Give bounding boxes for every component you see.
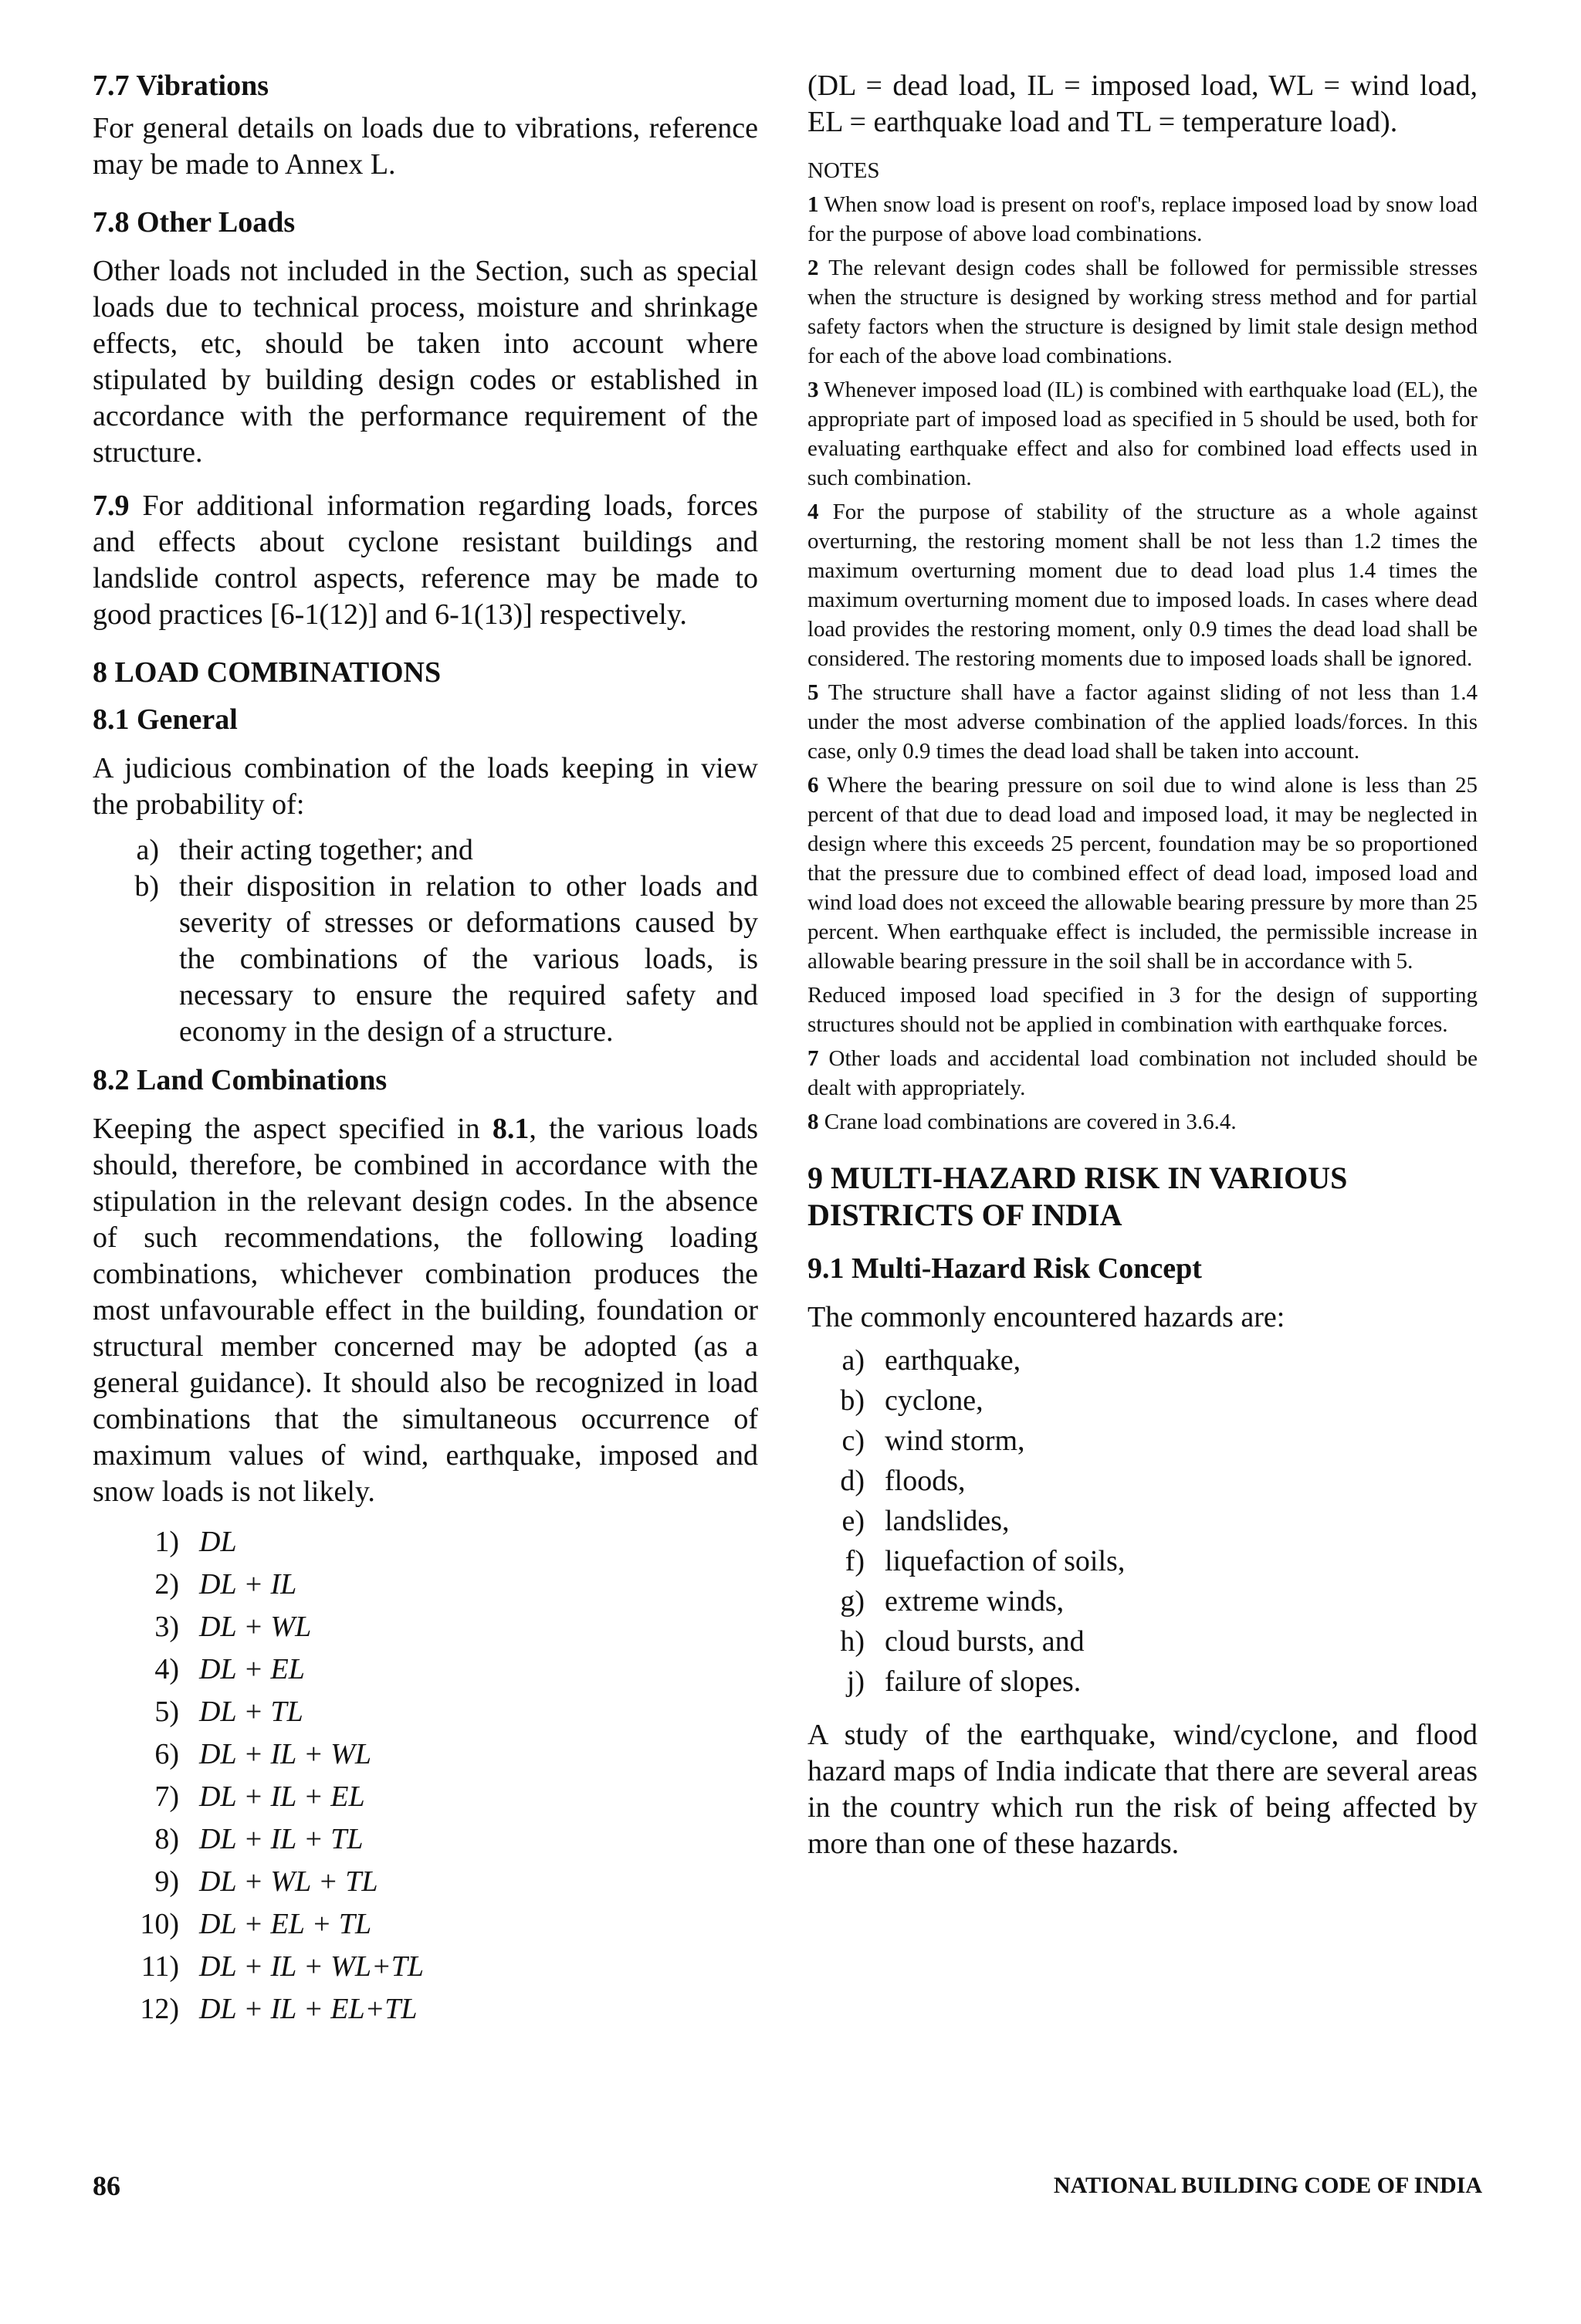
section-8-2-text (93, 1111, 758, 1510)
list-item (807, 1421, 1478, 1461)
combination-text: DL + IL (199, 1568, 297, 1601)
section-9-1-text: A study of the earthquake, wind/cyclone, and flood hazard maps of India indicate that there are several areas in the country which run the risk of being affected by more than one of these hazards. (807, 1719, 1478, 1860)
list-marker: 3) (154, 1611, 179, 1643)
combination-text: DL + IL + WL (199, 1738, 372, 1770)
note-text: Reduced imposed load specified in 3 for the design of supporting structures should not be applied in combination with earthquake forces. (807, 983, 1478, 1037)
hazard-text: floods, (885, 1465, 966, 1497)
section-7-8-text: Other loads not included in the Section, such as special loads due to technical process, moisture and shrinkage effects, etc, should be taken into account where stipulated by building design codes or established in accordance with the performance requirement of the structure. (93, 255, 758, 469)
hazard-text: landslides, (885, 1505, 1010, 1537)
section-9-1-intro: The commonly encountered hazards are: (807, 1301, 1285, 1333)
list-item (807, 1541, 1478, 1581)
note-item (807, 497, 1478, 673)
section-7-8-heading: 7.8 Other Loads (93, 206, 296, 239)
list-item (93, 869, 758, 1050)
note-text: Other loads and accidental load combination not included should be dealt with appropriately. (807, 1046, 1478, 1100)
list-marker: h) (840, 1625, 865, 1658)
section-8-2-text-start: Keeping the aspect specified in (93, 1113, 480, 1145)
note-item (807, 678, 1478, 766)
hazard-text: wind storm, (885, 1425, 1025, 1457)
note-number: 6 (807, 773, 819, 798)
list-item (807, 1461, 1478, 1501)
list-item (93, 832, 758, 869)
probability-list (93, 832, 758, 1050)
section-8-2-heading: 8.2 Land Combinations (93, 1064, 388, 1096)
note-number: 8 (807, 1109, 819, 1134)
hazard-text: earthquake, (885, 1344, 1021, 1377)
note-number: 4 (807, 500, 819, 524)
list-item (93, 1691, 758, 1733)
section-7-7-text: For general details on loads due to vibrations, reference may be made to Annex L. (93, 112, 758, 181)
hazards-list (807, 1340, 1478, 1702)
note-text: The relevant design codes shall be followed for permissible stresses when the structure is designed by working stress method and for partial safety factors when the structure is designed by limit stale design method for each of the above load combinations. (807, 256, 1478, 368)
notes-list (807, 190, 1478, 1137)
list-item (93, 1733, 758, 1776)
section-8-2-ref: 8.1 (492, 1113, 530, 1145)
section-9-1-heading: 9.1 Multi-Hazard Risk Concept (807, 1252, 1202, 1285)
note-item (807, 1107, 1478, 1137)
note-text: The structure shall have a factor against sliding of not less than 1.4 under the most adverse combination of the applied loads/forces. In this case, only 0.9 times the dead load shall be taken into account. (807, 680, 1478, 764)
list-marker: e) (841, 1505, 865, 1537)
note-number: 7 (807, 1046, 819, 1071)
section-8-1-heading: 8.1 General (93, 703, 238, 736)
list-marker: b) (840, 1384, 865, 1417)
combination-text: DL + TL (199, 1696, 303, 1728)
list-marker: g) (840, 1585, 865, 1618)
list-item (93, 1606, 758, 1648)
hazard-text: extreme winds, (885, 1585, 1065, 1618)
note-item (807, 1044, 1478, 1103)
note-text: Crane load combinations are covered in 3.6.4. (824, 1109, 1237, 1134)
note-text: Whenever imposed load (IL) is combined with earthquake load (EL), the appropriate part of imposed load as specified in 5 should be used, both for evaluating earthquake effect and also for combined load effects used in such combination. (807, 378, 1478, 490)
list-marker: 4) (154, 1653, 179, 1685)
page-number: 86 (93, 2170, 120, 2201)
list-marker: 8) (154, 1823, 179, 1855)
note-item (807, 375, 1478, 493)
left-column (93, 68, 758, 2031)
list-item (93, 1946, 758, 1988)
list-marker: 7) (154, 1780, 179, 1813)
list-marker: b) (134, 870, 159, 903)
note-number: 2 (807, 256, 819, 280)
list-marker: 2) (154, 1568, 179, 1601)
list-item (807, 1581, 1478, 1621)
list-marker: 12) (140, 1993, 179, 2025)
list-item (807, 1621, 1478, 1662)
list-text: their acting together; and (179, 834, 473, 866)
section-7-9-text: For additional information regarding loads, forces and effects about cyclone resistant buildings and landslide control aspects, reference may be made to good practices [6-1(12)] and 6-1(13)] respectively. (93, 490, 759, 631)
list-marker: f) (845, 1545, 865, 1577)
note-item (807, 253, 1478, 371)
section-7-9-paragraph (93, 488, 758, 633)
right-column (807, 68, 1478, 1862)
list-marker: 6) (154, 1738, 179, 1770)
list-item (93, 1818, 758, 1861)
list-item (93, 1648, 758, 1691)
list-text: their disposition in relation to other loads and severity of stresses or deformations caused by the combinations of the various loads, is necessary to ensure the required safety and economy in the design of a structure. (179, 870, 758, 1048)
list-marker: 11) (140, 1950, 179, 1983)
hazard-text: failure of slopes. (885, 1665, 1082, 1698)
combination-text: DL + IL + EL+TL (199, 1993, 418, 2025)
combination-text: DL + WL + TL (199, 1865, 378, 1898)
list-item (807, 1501, 1478, 1541)
combination-text: DL + IL + TL (199, 1823, 364, 1855)
list-item (93, 1563, 758, 1606)
hazard-text: liquefaction of soils, (885, 1545, 1126, 1577)
list-marker: 1) (154, 1526, 179, 1558)
note-item (807, 981, 1478, 1039)
list-marker: a) (136, 834, 159, 866)
list-item (93, 1776, 758, 1818)
list-marker: 9) (154, 1865, 179, 1898)
hazard-text: cyclone, (885, 1384, 983, 1417)
publication-title: NATIONAL BUILDING CODE OF INDIA (1053, 2173, 1482, 2198)
combination-text: DL + WL (199, 1611, 312, 1643)
load-abbreviations-legend: (DL = dead load, IL = imposed load, WL = wind load, EL = earthquake load and TL = temperature load). (807, 69, 1478, 138)
note-number: 3 (807, 378, 819, 402)
section-8-heading: 8 LOAD COMBINATIONS (93, 656, 442, 689)
note-number: 5 (807, 680, 819, 705)
list-marker: 10) (140, 1908, 179, 1940)
list-item (93, 1521, 758, 1563)
note-number: 1 (807, 192, 819, 217)
notes-heading: NOTES (807, 158, 880, 183)
combination-text: DL + IL + EL (199, 1780, 365, 1813)
section-7-9-number: 7.9 (93, 490, 130, 522)
note-item (807, 771, 1478, 976)
note-text: Where the bearing pressure on soil due to wind alone is less than 25 percent of that due to dead load and imposed load, it may be neglected in design where this exceeds 25 percent, foundation may be so proportioned that the pressure due to combined effect of dead load, imposed load and wind load does not exceed the allowable bearing pressure by more than 25 percent. When earthquake effect is included, the permissible increase in allowable bearing pressure in the soil shall be in accordance with 5. (807, 773, 1478, 974)
list-item (93, 1861, 758, 1903)
list-item (93, 1903, 758, 1946)
combination-text: DL + IL + WL+TL (199, 1950, 424, 1983)
list-item (807, 1381, 1478, 1421)
list-marker: a) (841, 1344, 865, 1377)
combination-text: DL + EL + TL (199, 1908, 372, 1940)
note-text: For the purpose of stability of the structure as a whole against overturning, the restoring moment shall be not less than 1.2 times the maximum overturning moment due to dead load plus 1.4 times the maximum overturning moment due to imposed loads. In cases where dead load provides the restoring moment, only 0.9 times the dead load shall be considered. The restoring moments due to imposed loads shall be ignored. (807, 500, 1478, 671)
list-item (807, 1340, 1478, 1381)
list-marker: j) (846, 1665, 865, 1698)
combination-text: DL (199, 1526, 237, 1558)
load-combinations-list (93, 1521, 758, 2031)
list-item (93, 1988, 758, 2031)
list-marker: c) (841, 1425, 865, 1457)
note-text: When snow load is present on roof's, replace imposed load by snow load for the purpose of above load combinations. (807, 192, 1478, 246)
hazard-text: cloud bursts, and (885, 1625, 1085, 1658)
note-item (807, 190, 1478, 249)
section-8-2-text-end: , the various loads should, therefore, be combined in accordance with the stipulation in the relevant design codes. In the absence of such recommendations, the following loading combinations, whichever combination produces the most unfavourable effect in the building, foundation or structural member concerned may be adopted (as a general guidance). It should also be recognized in load combinations that the simultaneous occurrence of maximum values of wind, earthquake, imposed and snow loads is not likely. (93, 1113, 758, 1508)
section-7-7-heading: 7.7 Vibrations (93, 69, 269, 102)
list-marker: d) (840, 1465, 865, 1497)
list-item (807, 1662, 1478, 1702)
section-9-heading: 9 MULTI-HAZARD RISK IN VARIOUS DISTRICTS OF INDIA (807, 1160, 1348, 1232)
combination-text: DL + EL (199, 1653, 305, 1685)
list-marker: 5) (154, 1696, 179, 1728)
section-8-1-text: A judicious combination of the loads keeping in view the probability of: (93, 752, 758, 821)
